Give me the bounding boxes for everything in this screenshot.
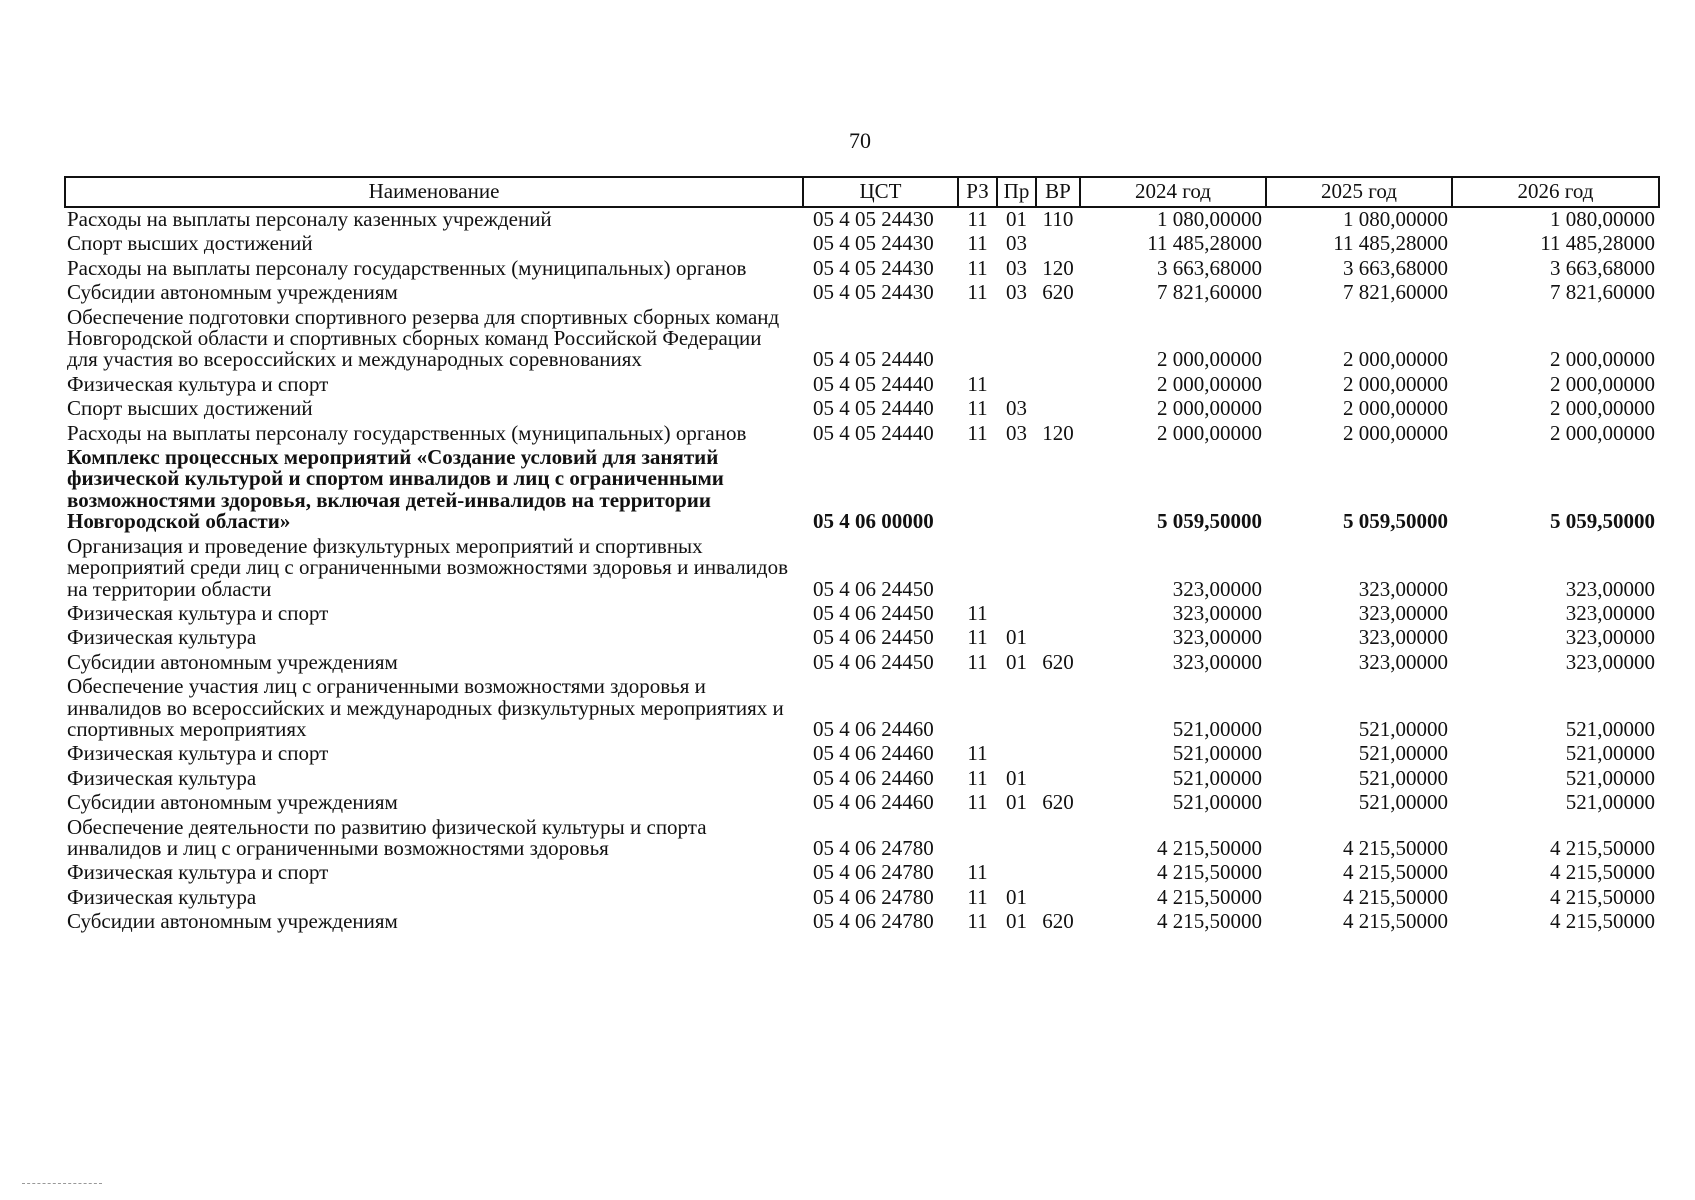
table-row (65, 281, 1659, 305)
cell-y2024: 521,00000 (1172, 741, 1262, 766)
cell-y2024: 2 000,00000 (1157, 347, 1262, 372)
cell-y2025: 4 215,50000 (1343, 909, 1448, 934)
cell-y2024: 2 000,00000 (1157, 396, 1262, 421)
cell-name: Спорт высших достижений (67, 231, 313, 256)
cell-y2025: 521,00000 (1358, 716, 1448, 741)
cell-y2024: 323,00000 (1172, 600, 1262, 625)
cell-y2025: 2 000,00000 (1343, 347, 1448, 372)
cell-pr: 01 (1006, 790, 1027, 815)
table-row (65, 232, 1659, 256)
cell-vr: 120 (1042, 255, 1074, 280)
cell-y2025: 11 485,28000 (1333, 231, 1448, 256)
cell-vr (1036, 397, 1080, 421)
cell-vr: 620 (1042, 790, 1074, 815)
cell-cst: 05 4 06 24460 (813, 790, 934, 815)
cell-vr: 620 (1042, 649, 1074, 674)
cell-y2025: 323,00000 (1358, 576, 1448, 601)
cell-vr (1036, 535, 1080, 602)
cell-name: Физическая культура и спорт (67, 741, 329, 766)
cell-y2025: 521,00000 (1358, 765, 1448, 790)
cell-pr: 03 (1006, 280, 1027, 305)
cell-rz: 11 (967, 649, 988, 674)
cell-name: Физическая культура и спорт (67, 371, 329, 396)
cell-y2024: 4 215,50000 (1157, 835, 1262, 860)
table-row (65, 861, 1659, 885)
cell-y2026: 3 663,68000 (1550, 255, 1655, 280)
cell-cst: 05 4 05 24430 (813, 255, 934, 280)
cell-rz (958, 816, 997, 862)
cell-cst: 05 4 06 24780 (813, 884, 934, 909)
cell-rz (958, 535, 997, 602)
table-row (65, 791, 1659, 815)
cell-name: Расходы на выплаты персоналу государственных (муниципальных) органов (67, 255, 747, 280)
cell-pr: 01 (1006, 909, 1027, 934)
table-row (65, 306, 1659, 373)
table-row (65, 767, 1659, 791)
cell-pr (997, 861, 1036, 885)
cell-vr (1036, 232, 1080, 256)
cell-y2026: 2 000,00000 (1550, 347, 1655, 372)
cell-y2024: 11 485,28000 (1147, 231, 1262, 256)
cell-rz: 11 (967, 765, 988, 790)
cell-y2024: 323,00000 (1172, 625, 1262, 650)
cell-y2025: 2 000,00000 (1343, 371, 1448, 396)
footer-divider (22, 1183, 102, 1184)
cell-y2025: 521,00000 (1358, 741, 1448, 766)
cell-name: Организация и проведение физкультурных мероприятий и спортивных мероприятий среди лиц с ограниченными возможностями здоровья и инвалидов на территории области (67, 533, 789, 601)
cell-pr: 01 (1006, 884, 1027, 909)
cell-pr: 01 (1006, 765, 1027, 790)
table-row (65, 886, 1659, 910)
cell-cst: 05 4 06 24780 (813, 909, 934, 934)
cell-name: Физическая культура и спорт (67, 860, 329, 885)
cell-vr (1036, 306, 1080, 373)
cell-rz: 11 (967, 371, 988, 396)
cell-cst: 05 4 06 24780 (813, 860, 934, 885)
cell-y2025: 7 821,60000 (1343, 280, 1448, 305)
header-rz: РЗ (958, 177, 997, 207)
table-header (65, 177, 1659, 207)
cell-y2026: 2 000,00000 (1550, 371, 1655, 396)
cell-y2025: 1 080,00000 (1343, 207, 1448, 231)
cell-y2024: 521,00000 (1172, 716, 1262, 741)
cell-pr: 01 (1006, 207, 1027, 231)
cell-vr (1036, 886, 1080, 910)
cell-pr: 01 (1006, 625, 1027, 650)
cell-cst: 05 4 05 24440 (813, 347, 934, 372)
table-row (65, 422, 1659, 446)
cell-y2026: 323,00000 (1565, 649, 1655, 674)
cell-pr (997, 675, 1036, 742)
table-row (65, 535, 1659, 602)
cell-y2025: 4 215,50000 (1343, 884, 1448, 909)
cell-pr (997, 373, 1036, 397)
cell-y2024: 521,00000 (1172, 790, 1262, 815)
cell-pr: 01 (1006, 649, 1027, 674)
cell-vr (1036, 742, 1080, 766)
cell-vr (1036, 675, 1080, 742)
table-row (65, 602, 1659, 626)
cell-cst: 05 4 06 24780 (813, 835, 934, 860)
table-row (65, 257, 1659, 281)
cell-name: Субсидии автономным учреждениям (67, 280, 398, 305)
table-row (65, 207, 1659, 232)
cell-y2024: 5 059,50000 (1157, 509, 1262, 534)
cell-y2024: 4 215,50000 (1157, 884, 1262, 909)
cell-y2025: 323,00000 (1358, 649, 1448, 674)
cell-y2024: 4 215,50000 (1157, 909, 1262, 934)
cell-name: Обеспечение участия лиц с ограниченными возможностями здоровья и инвалидов во всероссийских и международных физкультурных мероприятиях и спортивных мероприятиях (67, 674, 784, 741)
cell-y2025: 521,00000 (1358, 790, 1448, 815)
cell-y2024: 521,00000 (1172, 765, 1262, 790)
cell-y2026: 2 000,00000 (1550, 420, 1655, 445)
header-pr: Пр (997, 177, 1036, 207)
cell-name: Обеспечение подготовки спортивного резерва для спортивных сборных команд Новгородской области и спортивных сборных команд Российской Федерации для участия во всероссийских и международных соревнованиях (67, 304, 780, 372)
cell-y2026: 521,00000 (1565, 765, 1655, 790)
cell-y2025: 2 000,00000 (1343, 420, 1448, 445)
cell-pr (997, 602, 1036, 626)
cell-y2024: 323,00000 (1172, 576, 1262, 601)
cell-y2025: 5 059,50000 (1343, 509, 1448, 534)
table-row (65, 397, 1659, 421)
cell-y2024: 7 821,60000 (1157, 280, 1262, 305)
cell-vr (1036, 861, 1080, 885)
table-row (65, 651, 1659, 675)
cell-pr: 03 (1006, 231, 1027, 256)
cell-name: Физическая культура и спорт (67, 600, 329, 625)
table-body (65, 207, 1659, 935)
cell-y2024: 323,00000 (1172, 649, 1262, 674)
header-2024: 2024 год (1080, 177, 1266, 207)
cell-pr (997, 535, 1036, 602)
cell-y2025: 323,00000 (1358, 625, 1448, 650)
cell-y2024: 2 000,00000 (1157, 420, 1262, 445)
cell-name: Спорт высших достижений (67, 396, 313, 421)
cell-name: Субсидии автономным учреждениям (67, 790, 398, 815)
cell-rz: 11 (967, 207, 988, 231)
cell-y2026: 4 215,50000 (1550, 909, 1655, 934)
cell-y2025: 4 215,50000 (1343, 860, 1448, 885)
cell-vr (1036, 816, 1080, 862)
cell-pr (997, 816, 1036, 862)
cell-y2026: 7 821,60000 (1550, 280, 1655, 305)
header-cst: ЦСТ (803, 177, 958, 207)
cell-y2026: 521,00000 (1565, 741, 1655, 766)
cell-rz: 11 (967, 231, 988, 256)
cell-y2026: 5 059,50000 (1550, 509, 1655, 534)
header-vr: ВР (1036, 177, 1080, 207)
page-number: 70 (849, 128, 871, 153)
cell-rz: 11 (967, 255, 988, 280)
cell-cst: 05 4 06 00000 (813, 509, 934, 534)
cell-cst: 05 4 05 24430 (813, 280, 934, 305)
cell-y2026: 521,00000 (1565, 716, 1655, 741)
table-row (65, 742, 1659, 766)
cell-y2026: 323,00000 (1565, 576, 1655, 601)
cell-vr (1036, 602, 1080, 626)
cell-name: Физическая культура (67, 884, 257, 909)
cell-y2024: 4 215,50000 (1157, 860, 1262, 885)
cell-y2026: 1 080,00000 (1550, 207, 1655, 231)
table-row (65, 675, 1659, 742)
cell-name: Расходы на выплаты персоналу государственных (муниципальных) органов (67, 420, 747, 445)
cell-cst: 05 4 05 24440 (813, 420, 934, 445)
cell-rz: 11 (967, 396, 988, 421)
cell-cst: 05 4 06 24460 (813, 741, 934, 766)
cell-cst: 05 4 06 24450 (813, 649, 934, 674)
cell-y2026: 323,00000 (1565, 625, 1655, 650)
cell-y2026: 4 215,50000 (1550, 860, 1655, 885)
cell-name: Расходы на выплаты персоналу казенных учреждений (67, 207, 552, 231)
cell-y2025: 2 000,00000 (1343, 396, 1448, 421)
cell-y2025: 323,00000 (1358, 600, 1448, 625)
cell-cst: 05 4 06 24450 (813, 600, 934, 625)
cell-cst: 05 4 06 24460 (813, 716, 934, 741)
cell-vr (1036, 446, 1080, 535)
table-row (65, 373, 1659, 397)
cell-y2026: 4 215,50000 (1550, 835, 1655, 860)
cell-cst: 05 4 06 24450 (813, 625, 934, 650)
cell-y2024: 1 080,00000 (1157, 207, 1262, 231)
cell-cst: 05 4 06 24460 (813, 765, 934, 790)
cell-name: Обеспечение деятельности по развитию физической культуры и спорта инвалидов и лиц с ограниченными возможностями здоровья (67, 814, 707, 860)
cell-pr (997, 742, 1036, 766)
cell-rz: 11 (967, 909, 988, 934)
cell-pr: 03 (1006, 396, 1027, 421)
table-row (65, 816, 1659, 862)
budget-table (64, 176, 1660, 935)
cell-pr: 03 (1006, 420, 1027, 445)
cell-vr: 110 (1042, 207, 1074, 231)
cell-cst: 05 4 05 24430 (813, 207, 934, 231)
cell-rz (958, 306, 997, 373)
table-row (65, 910, 1659, 934)
cell-cst: 05 4 05 24430 (813, 231, 934, 256)
cell-pr: 03 (1006, 255, 1027, 280)
cell-y2024: 3 663,68000 (1157, 255, 1262, 280)
cell-y2026: 11 485,28000 (1540, 231, 1655, 256)
header-name: Наименование (65, 177, 803, 207)
cell-pr (997, 306, 1036, 373)
cell-y2024: 2 000,00000 (1157, 371, 1262, 396)
cell-y2026: 2 000,00000 (1550, 396, 1655, 421)
cell-rz (958, 675, 997, 742)
cell-y2025: 3 663,68000 (1343, 255, 1448, 280)
cell-rz: 11 (967, 280, 988, 305)
cell-y2025: 4 215,50000 (1343, 835, 1448, 860)
cell-vr (1036, 767, 1080, 791)
cell-cst: 05 4 06 24450 (813, 576, 934, 601)
cell-vr: 120 (1042, 420, 1074, 445)
cell-rz: 11 (967, 860, 988, 885)
cell-rz: 11 (967, 625, 988, 650)
cell-rz (958, 446, 997, 535)
cell-y2026: 521,00000 (1565, 790, 1655, 815)
cell-y2026: 323,00000 (1565, 600, 1655, 625)
cell-rz: 11 (967, 884, 988, 909)
cell-y2026: 4 215,50000 (1550, 884, 1655, 909)
cell-pr (997, 446, 1036, 535)
cell-name: Комплекс процессных мероприятий «Создание условий для занятий физической культурой и спортом инвалидов и лиц с ограниченными возможностями здоровья, включая детей-инвалидов на территории Новгородской области» (67, 445, 724, 534)
cell-name: Субсидии автономным учреждениям (67, 649, 398, 674)
cell-vr (1036, 626, 1080, 650)
cell-name: Физическая культура (67, 625, 257, 650)
cell-rz: 11 (967, 420, 988, 445)
cell-vr: 620 (1042, 909, 1074, 934)
cell-cst: 05 4 05 24440 (813, 396, 934, 421)
cell-rz: 11 (967, 790, 988, 815)
cell-rz: 11 (967, 600, 988, 625)
cell-name: Физическая культура (67, 765, 257, 790)
cell-rz: 11 (967, 741, 988, 766)
header-2025: 2025 год (1266, 177, 1452, 207)
cell-cst: 05 4 05 24440 (813, 371, 934, 396)
cell-name: Субсидии автономным учреждениям (67, 909, 398, 934)
cell-vr (1036, 373, 1080, 397)
cell-vr: 620 (1042, 280, 1074, 305)
header-2026: 2026 год (1452, 177, 1659, 207)
table-row (65, 626, 1659, 650)
table-row (65, 446, 1659, 535)
